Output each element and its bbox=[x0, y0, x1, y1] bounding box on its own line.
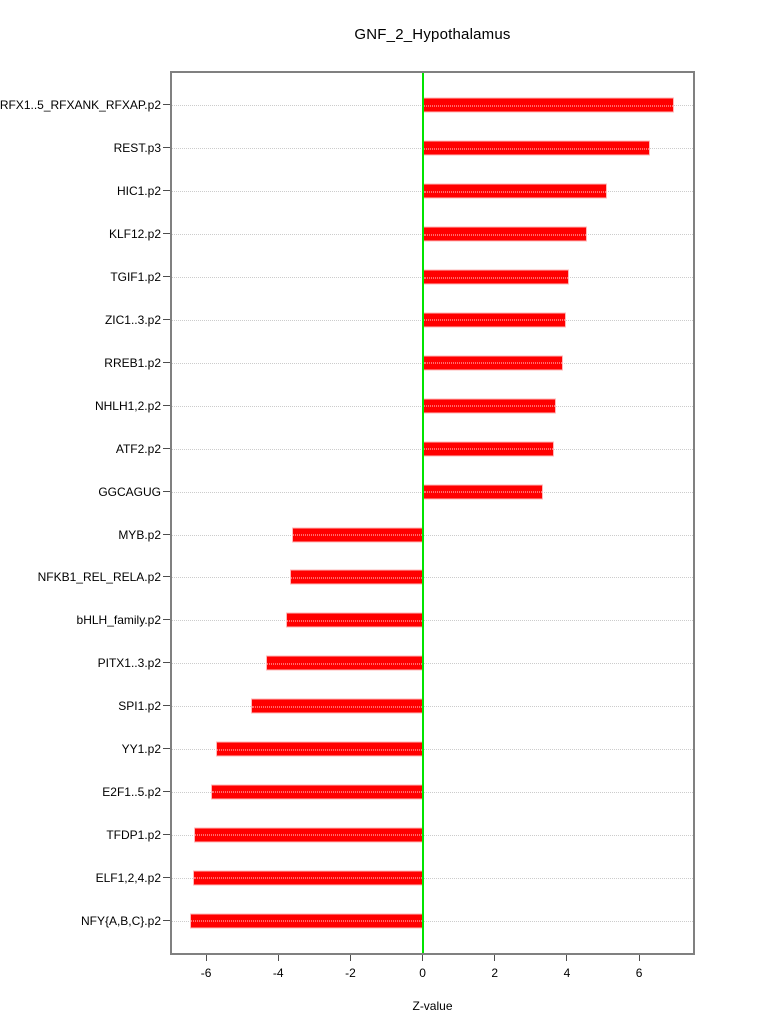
bar bbox=[423, 484, 543, 499]
bar-row bbox=[76, 599, 693, 642]
x-tick bbox=[206, 955, 207, 961]
y-tick bbox=[163, 233, 170, 234]
y-tick bbox=[163, 104, 170, 105]
x-tick-label: -6 bbox=[200, 966, 212, 980]
y-tick bbox=[163, 920, 170, 921]
x-axis-title: Z-value bbox=[412, 999, 453, 1013]
category-label: KLF12.p2 bbox=[108, 227, 161, 242]
plot-area bbox=[0, 71, 695, 955]
y-tick bbox=[163, 619, 170, 620]
zero-reference-line bbox=[422, 73, 424, 953]
gridline bbox=[172, 663, 693, 664]
y-tick bbox=[163, 834, 170, 835]
category-label: NFY{A,B,C}.p2 bbox=[80, 913, 161, 928]
x-tick-label: 0 bbox=[419, 966, 426, 980]
y-tick bbox=[163, 362, 170, 363]
bar bbox=[194, 827, 423, 842]
bar-row bbox=[108, 213, 693, 256]
bar-row bbox=[104, 341, 693, 384]
x-tick bbox=[422, 955, 423, 961]
bar bbox=[290, 570, 422, 585]
category-label: RFX1..5_RFXANK_RFXAP.p2 bbox=[0, 98, 161, 113]
category-label: RREB1.p2 bbox=[104, 355, 161, 370]
y-tick bbox=[163, 534, 170, 535]
bar-row bbox=[95, 856, 693, 899]
category-label: SPI1.p2 bbox=[118, 699, 161, 714]
category-label: PITX1..3.p2 bbox=[97, 656, 161, 671]
category-label: ZIC1..3.p2 bbox=[104, 312, 161, 327]
x-tick-label: 4 bbox=[563, 966, 571, 980]
category-label: bHLH_family.p2 bbox=[76, 613, 161, 628]
y-tick bbox=[163, 576, 170, 577]
x-tick-label: 6 bbox=[635, 966, 643, 980]
x-tick bbox=[278, 955, 279, 961]
x-tick-label: -4 bbox=[272, 966, 284, 980]
y-tick bbox=[163, 748, 170, 749]
category-label: YY1.p2 bbox=[121, 742, 161, 757]
category-label: ELF1,2,4.p2 bbox=[95, 870, 161, 885]
bar bbox=[251, 699, 423, 714]
category-label: GGCAGUG bbox=[98, 484, 161, 499]
bar bbox=[423, 312, 566, 327]
y-tick bbox=[163, 662, 170, 663]
bar-row bbox=[102, 771, 693, 814]
bar-row bbox=[37, 556, 693, 599]
bar bbox=[211, 784, 422, 799]
y-tick bbox=[163, 705, 170, 706]
gridline bbox=[172, 535, 693, 536]
category-label: TGIF1.p2 bbox=[110, 270, 161, 285]
bar-row bbox=[121, 728, 693, 771]
bar bbox=[423, 398, 556, 413]
bar-row bbox=[80, 899, 693, 942]
category-label: MYB.p2 bbox=[118, 527, 161, 542]
bar bbox=[193, 870, 422, 885]
bar-row bbox=[118, 685, 693, 728]
x-tick-label: -2 bbox=[345, 966, 356, 980]
bar-row bbox=[110, 256, 693, 299]
y-tick bbox=[163, 147, 170, 148]
category-label: NHLH1,2.p2 bbox=[94, 398, 161, 413]
bar-row bbox=[116, 170, 693, 213]
bar bbox=[286, 613, 423, 628]
x-tick bbox=[494, 955, 495, 961]
bar bbox=[423, 98, 675, 113]
x-tick-label: 2 bbox=[491, 966, 499, 980]
y-tick bbox=[163, 791, 170, 792]
bar-rows bbox=[0, 73, 693, 953]
bar bbox=[423, 227, 588, 242]
chart-title: GNF_2_Hypothalamus bbox=[354, 26, 511, 43]
category-label: REST.p3 bbox=[113, 141, 161, 156]
bar-row bbox=[94, 384, 693, 427]
y-tick bbox=[163, 405, 170, 406]
bar-row bbox=[113, 127, 693, 170]
category-label: E2F1..5.p2 bbox=[102, 784, 161, 799]
bar-row bbox=[97, 642, 693, 685]
bar bbox=[216, 742, 423, 757]
bar bbox=[423, 441, 555, 456]
bar bbox=[423, 270, 570, 285]
category-label: NFKB1_REL_RELA.p2 bbox=[37, 570, 161, 585]
bar bbox=[423, 355, 564, 370]
y-tick bbox=[163, 319, 170, 320]
bar-row bbox=[118, 513, 693, 556]
x-tick bbox=[566, 955, 567, 961]
gridline bbox=[172, 620, 693, 621]
bar-row bbox=[106, 813, 693, 856]
bar-row bbox=[115, 427, 693, 470]
y-tick bbox=[163, 877, 170, 878]
bar-row bbox=[98, 470, 693, 513]
category-label: TFDP1.p2 bbox=[106, 827, 161, 842]
y-tick bbox=[163, 491, 170, 492]
gridline bbox=[172, 577, 693, 578]
y-tick bbox=[163, 448, 170, 449]
bar bbox=[423, 184, 608, 199]
category-label: HIC1.p2 bbox=[116, 184, 161, 199]
x-tick bbox=[350, 955, 351, 961]
bar-row bbox=[104, 299, 693, 342]
bar bbox=[190, 913, 423, 928]
category-label: ATF2.p2 bbox=[115, 441, 161, 456]
bar bbox=[292, 527, 423, 542]
y-tick bbox=[163, 190, 170, 191]
bar bbox=[423, 141, 650, 156]
bar-row bbox=[0, 84, 693, 127]
bar bbox=[266, 656, 422, 671]
y-tick bbox=[163, 276, 170, 277]
x-axis bbox=[170, 955, 695, 1025]
x-tick bbox=[639, 955, 640, 961]
